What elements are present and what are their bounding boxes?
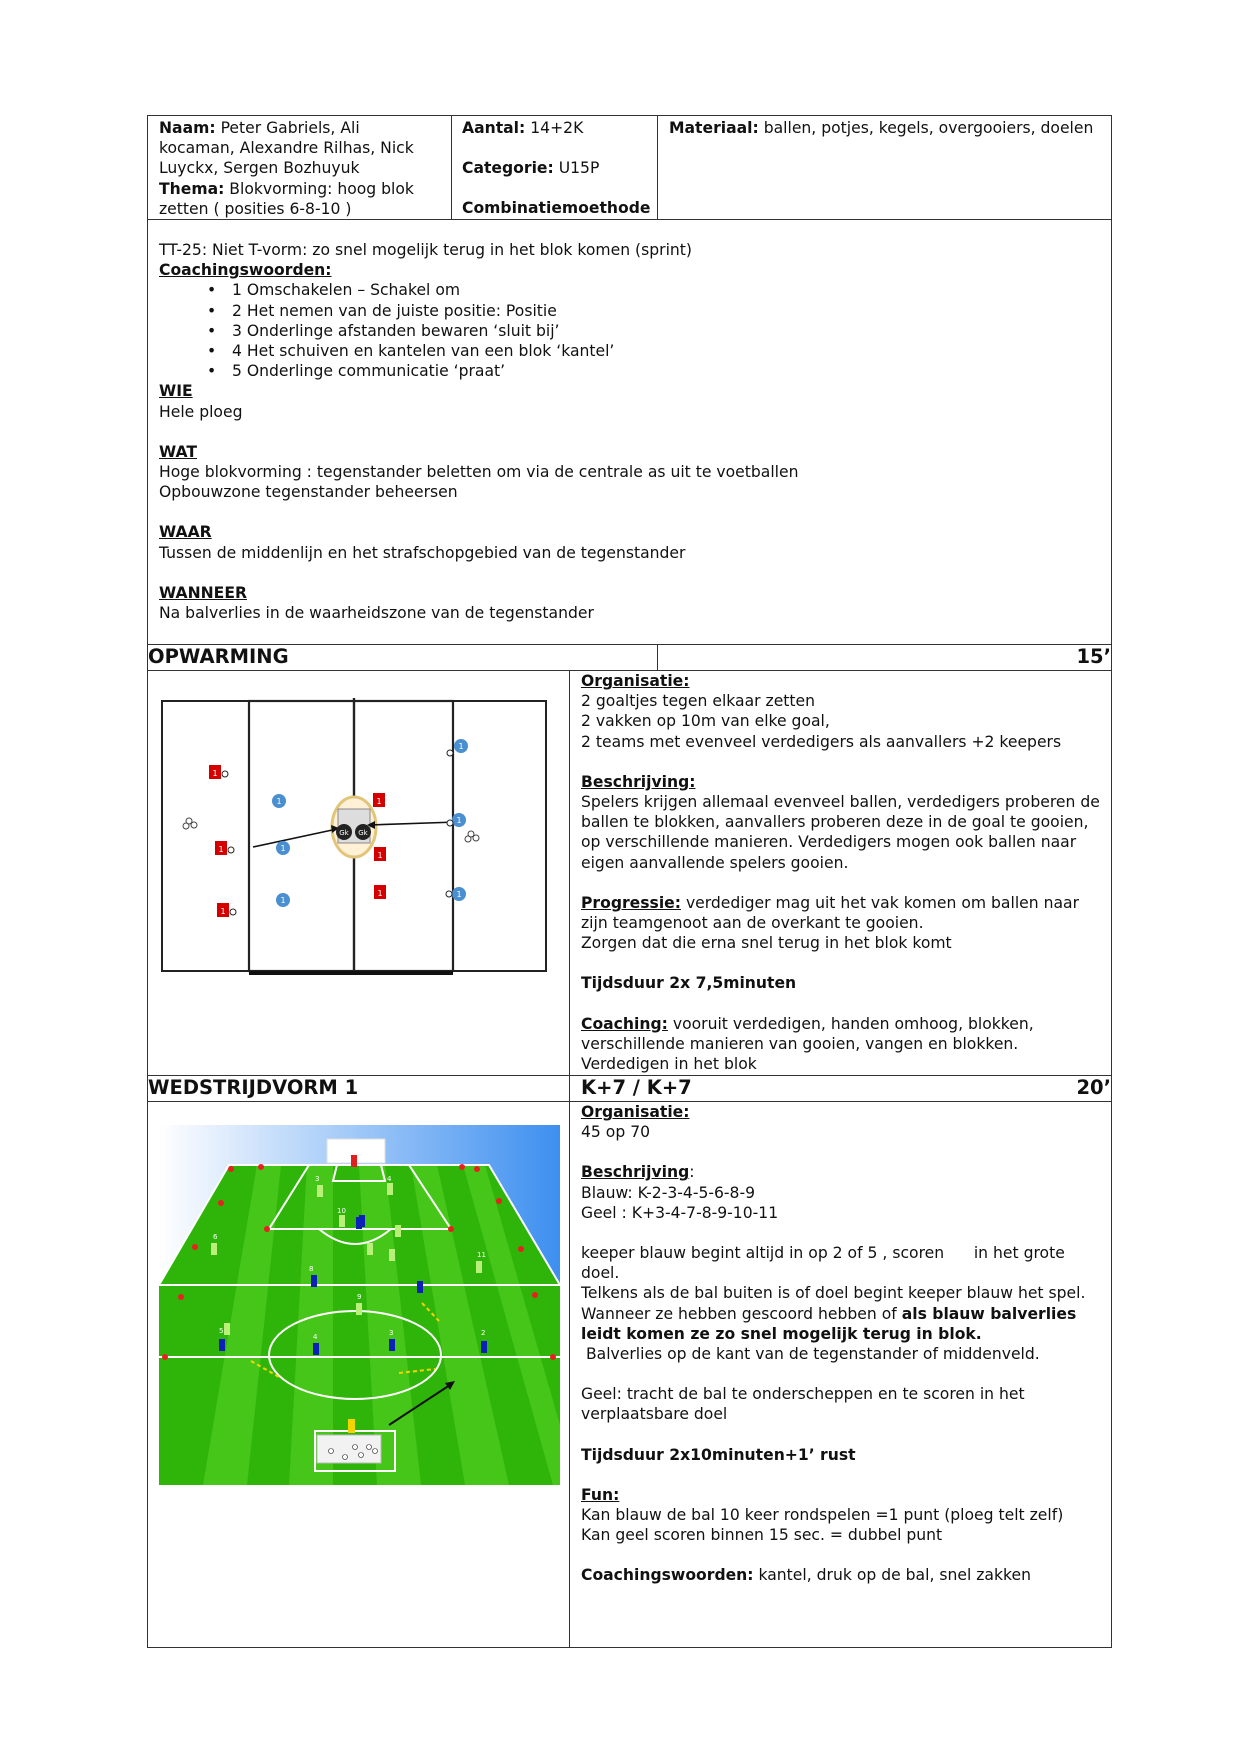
opwarming-duration (658, 645, 1112, 671)
organisatie-line: 2 goaltjes tegen elkaar zetten (581, 692, 816, 711)
ball-icon (228, 847, 234, 853)
coachingswoorden-heading: Coachingswoorden: (581, 1566, 754, 1585)
coaching-text: vooruit verdedigen, handen omhoog, blokken, verschillende manieren van gooien, vangen en blokken. (581, 1014, 1034, 1053)
red-player-icon (217, 903, 229, 917)
goal-icon (317, 1435, 381, 1463)
svg-text:10: 10 (337, 1207, 346, 1216)
svg-text:3: 3 (315, 1175, 320, 1184)
svg-text:5: 5 (219, 1327, 224, 1336)
svg-text:8: 8 (309, 1265, 314, 1274)
blue-player-icon (452, 887, 466, 901)
wat-line: Hoge blokvorming : tegenstander beletten om via de centrale as uit te voetballen (159, 463, 799, 482)
wanneer-text: Na balverlies in de waarheidszone van de tegenstander (159, 604, 594, 623)
tijdsduur: Tijdsduur 2x 7,5minuten (581, 974, 797, 993)
fun-line: Kan blauw de bal 10 keer rondspelen =1 punt (ploeg telt zelf) (581, 1506, 1064, 1525)
intro-cell (148, 220, 1112, 645)
svg-text:1: 1 (276, 797, 282, 807)
beschrijving-colon: : (689, 1163, 695, 1182)
ball-icon (230, 909, 236, 915)
svg-text:1: 1 (456, 816, 462, 826)
opwarming-content-row (148, 671, 1112, 1076)
tijdsduur: Tijdsduur 2x10minuten+1’ rust (581, 1445, 856, 1464)
methode-label: Combinatiemoethode (462, 199, 651, 218)
keeper-icon (348, 1419, 355, 1433)
aantal-cell (452, 116, 658, 220)
progressie-text: verdediger mag uit het vak komen om ballen naar zijn teamgenoot aan de overkant te gooien. (581, 893, 1079, 933)
header-row (148, 116, 1112, 220)
training-form (147, 115, 1112, 1648)
intro-row (148, 220, 1112, 645)
svg-text:1: 1 (377, 851, 383, 861)
opwarming-duration-text: 15’ (1076, 645, 1111, 669)
svg-text:1: 1 (458, 742, 464, 752)
coaching-list (159, 280, 1101, 381)
wie-text: Hele ploeg (159, 402, 243, 421)
wedstrijdvorm-format-text: K+7 / K+7 (581, 1076, 692, 1100)
svg-text:2: 2 (481, 1329, 486, 1338)
svg-text:1: 1 (280, 844, 286, 854)
ball-icon (222, 771, 228, 777)
gk-label: Gk (339, 829, 349, 838)
beschrijving-p3a: Wanneer ze hebben gescoord hebben of (581, 1304, 902, 1323)
organisatie-line: 2 vakken op 10m van elke goal, (581, 712, 830, 731)
wie-heading: WIE (159, 382, 193, 401)
svg-text:4: 4 (313, 1333, 318, 1342)
beschrijving-p5: Geel: tracht de bal te onderscheppen en te scoren in het verplaatsbare doel (581, 1385, 1025, 1424)
waar-text: Tussen de middenlijn en het strafschopgebied van de tegenstander (159, 543, 686, 562)
svg-text:4: 4 (387, 1175, 392, 1184)
aantal-value: 14+2K (530, 119, 584, 137)
blauw-line: Blauw: K-2-3-4-5-6-8-9 (581, 1183, 756, 1202)
red-player-icon (373, 793, 385, 807)
beschrijving-text: Spelers krijgen allemaal evenveel ballen, verdedigers proberen de ballen te blokken, aanvallers proberen deze in de goal te gooien, op verschillende manieren. Verdedigers mogen ook ballen naar eigen aanvallende spelers gooien. (581, 793, 1100, 872)
beschrijving-p4: Balverlies op de kant van de tegenstander of middenveld. (581, 1345, 1040, 1364)
red-player-icon (374, 885, 386, 899)
svg-text:1: 1 (220, 907, 226, 917)
beschrijving-heading: Beschrijving: (581, 772, 696, 791)
svg-text:1: 1 (280, 896, 286, 906)
materiaal-label: Materiaal: (669, 119, 759, 137)
blue-player-icon (454, 739, 468, 753)
red-player-icon (215, 841, 227, 855)
organisatie-heading: Organisatie: (581, 1103, 690, 1122)
materiaal-cell (658, 116, 1112, 220)
ball-icon (446, 891, 452, 897)
wedstrijdvorm-text-cell (570, 1102, 1112, 1648)
coaching-item: • 4 Het schuiven en kantelen van een blok ‘kantel’ (179, 341, 1101, 361)
coaching-item: • 2 Het nemen van de juiste positie: Positie (179, 301, 1101, 321)
blue-player-icon (452, 813, 466, 827)
categorie-label: Categorie: (462, 159, 554, 178)
categorie-value: U15P (558, 159, 600, 178)
opwarming-diagram (161, 697, 561, 987)
svg-text:1: 1 (377, 889, 383, 899)
session-sheet (147, 115, 1111, 1648)
wedstrijdvorm-title (148, 1076, 570, 1102)
beschrijving-heading: Beschrijving (581, 1163, 690, 1182)
materiaal-value: ballen, potjes, kegels, overgooiers, doelen (763, 119, 1094, 137)
coaching-item: • 1 Omschakelen – Schakel om (179, 280, 1101, 300)
organisatie-heading: Organisatie: (581, 672, 690, 691)
svg-text:1: 1 (212, 769, 218, 779)
aantal-label: Aantal: (462, 119, 526, 137)
keeper-icon (351, 1155, 357, 1167)
wat-heading: WAT (159, 442, 197, 461)
opwarming-text-cell (570, 671, 1112, 1076)
svg-text:11: 11 (477, 1251, 486, 1260)
ball-icon (447, 820, 453, 826)
coaching-line2: Verdedigen in het blok (581, 1055, 757, 1074)
waar-heading: WAAR (159, 523, 212, 542)
fun-line: Kan geel scoren binnen 15 sec. = dubbel punt (581, 1526, 943, 1545)
blue-player-icon (272, 794, 286, 808)
progressie-line2: Zorgen dat die erna snel terug in het blok komt (581, 934, 952, 953)
svg-text:3: 3 (389, 1329, 394, 1338)
opwarming-diagram-cell (148, 671, 570, 1076)
blue-player-icon (276, 841, 290, 855)
coaching-item: • 5 Onderlinge communicatie ‘praat’ (179, 361, 1101, 381)
wedstrijdvorm-format (570, 1076, 1112, 1102)
coaching-item: • 3 Onderlinge afstanden bewaren ‘sluit bij’ (179, 321, 1101, 341)
coaching-heading: Coaching: (581, 1014, 668, 1033)
beschrijving-p3b: als blauw balverlies leidt komen ze zo snel mogelijk terug in blok. (581, 1304, 1077, 1343)
wat-line: Opbouwzone tegenstander beheersen (159, 483, 458, 502)
geel-line: Geel : K+3-4-7-8-9-10-11 (581, 1203, 779, 1222)
wedstrijdvorm-content-row (148, 1102, 1112, 1648)
opwarming-title-text: OPWARMING (148, 645, 289, 669)
coachingswoorden-text: kantel, druk op de bal, snel zakken (758, 1566, 1031, 1585)
red-player-icon (374, 847, 386, 861)
naam-label: Naam: (159, 119, 216, 137)
naam-cell (148, 116, 452, 220)
wedstrijdvorm-title-row (148, 1076, 1112, 1102)
svg-text:9: 9 (357, 1293, 362, 1302)
naam-value: Peter Gabriels, Ali kocaman, Alexandre Rilhas, Nick Luyckx, Sergen Bozhuyuk (159, 119, 414, 178)
thema-value: Blokvorming: hoog blok zetten ( posities 6-8-10 ) (159, 179, 414, 218)
organisatie-text: 45 op 70 (581, 1123, 651, 1142)
organisatie-line: 2 teams met evenveel verdedigers als aanvallers +2 keepers (581, 732, 1062, 751)
tt-line: TT-25: Niet T-vorm: zo snel mogelijk terug in het blok komen (sprint) (159, 241, 692, 260)
wanneer-heading: WANNEER (159, 583, 247, 602)
opwarming-title-row (148, 645, 1112, 671)
wedstrijdvorm-duration: 20’ (1076, 1076, 1111, 1100)
progressie-heading: Progressie: (581, 893, 681, 912)
svg-text:1: 1 (218, 845, 224, 855)
svg-text:6: 6 (213, 1233, 218, 1242)
beschrijving-p1: keeper blauw begint altijd in op 2 of 5 , scoren in het grote doel. (581, 1244, 1070, 1283)
wedstrijdvorm-image-cell (148, 1102, 570, 1648)
gk-label: Gk (358, 829, 368, 838)
svg-text:1: 1 (376, 797, 382, 807)
svg-text:1: 1 (456, 890, 462, 900)
blue-player-icon (276, 893, 290, 907)
red-player-icon (209, 765, 221, 779)
match-field-image (159, 1125, 560, 1485)
opwarming-title (148, 645, 658, 671)
beschrijving-p2: Telkens als de bal buiten is of doel begint keeper blauw het spel. (581, 1284, 1086, 1303)
thema-label: Thema: (159, 179, 225, 198)
fun-heading: Fun: (581, 1485, 620, 1504)
coaching-heading: Coachingswoorden: (159, 261, 332, 280)
ball-icon (447, 750, 453, 756)
wedstrijdvorm-title-text: WEDSTRIJDVORM 1 (148, 1076, 359, 1100)
